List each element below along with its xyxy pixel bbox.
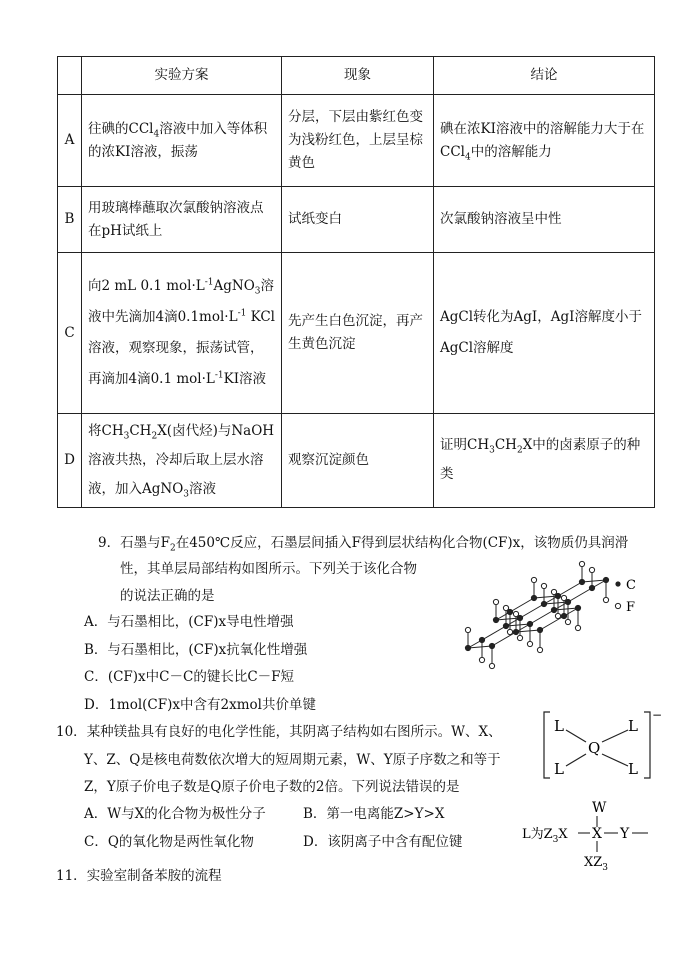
- table-row: [58, 187, 655, 253]
- q10-option-b: B．第一电离能Z>Y>X: [303, 806, 445, 822]
- header-plan: 实验方案: [82, 57, 282, 95]
- carbon-atom: [503, 623, 508, 628]
- carbon-atom: [589, 585, 594, 590]
- phenomenon-cell: 分层，下层由紫红色变为浅粉红色，上层呈棕黄色: [282, 95, 434, 187]
- fluorine-atom: [479, 657, 484, 662]
- fluorine-atom: [507, 629, 512, 634]
- fluorine-atom: [603, 597, 608, 602]
- plan-cell: 将$CH_3CH_2X$(卤代烃)与NaOH溶液共热，冷却后取上层水溶液，加入AgNO$_3$溶液: [82, 413, 282, 507]
- q9-option-d: D．1mol(CF)x中含有2xmol共价单键: [84, 697, 316, 713]
- q10-stem-line-3: Z，Y原子价电子数是Q原子价电子数的2倍。下列说法错误的是: [84, 779, 460, 795]
- header-conclusion: 结论: [434, 57, 655, 95]
- carbon-atom: [527, 621, 532, 626]
- table-header-row: [58, 57, 655, 95]
- ligand-top-right: L: [628, 717, 638, 735]
- carbon-atom: [465, 645, 470, 650]
- left-bracket: [544, 712, 550, 778]
- q11-stem: [56, 866, 222, 886]
- q10-option-a: A．W与X的化合物为极性分子: [84, 806, 266, 822]
- table-row: [58, 253, 655, 413]
- fluorine-atom: [489, 663, 494, 668]
- legend-c-label: C: [626, 578, 636, 593]
- fluorine-atom: [531, 577, 536, 582]
- fluorine-atom: [493, 599, 498, 604]
- carbon-atom: [517, 615, 522, 620]
- q9-stem-line-3: 的说法正确的是: [120, 588, 215, 604]
- carbon-atom: [507, 609, 512, 614]
- conclusion-cell: 次氯酸钠溶液呈中性: [434, 187, 655, 253]
- q9-option-c: C．(CF)x中C－C的键长比C－F短: [84, 669, 295, 685]
- ligand-def-prefix: L为$Z_3X$: [522, 827, 568, 845]
- fluorine-atom: [517, 635, 522, 640]
- q9-option-a: A．与石墨相比，(CF)x导电性增强: [84, 614, 294, 630]
- q10-stem-1: 某种镁盐具有良好的电化学性能，其阴离子结构如右图所示。W、X、: [86, 724, 502, 740]
- carbon-atom: [579, 579, 584, 584]
- carbon-atom: [561, 613, 566, 618]
- cf-structure-figure: [438, 560, 658, 690]
- header-phenomenon: 现象: [282, 57, 434, 95]
- experiment-table: [57, 56, 655, 508]
- q9-stem-line-1: 9．石墨与$F_2$在450℃反应，石墨层间插入F得到层状结构化合物(CF)x，该物质仍具润滑: [98, 535, 629, 554]
- q9-number: 9．: [98, 535, 121, 551]
- table-row: [58, 95, 655, 187]
- carbon-atom: [537, 627, 542, 632]
- fluorine-atom: [575, 625, 580, 630]
- q9-option-b: B．与石墨相比，(CF)x抗氧化性增强: [84, 642, 308, 658]
- carbon-atom: [479, 637, 484, 642]
- q10-option-c: C．Q的氧化物是两性氧化物: [84, 834, 254, 850]
- fluorine-atom: [565, 619, 570, 624]
- q11-text: 实验室制备苯胺的流程: [86, 868, 222, 884]
- carbon-atom: [531, 595, 536, 600]
- carbon-atom: [541, 601, 546, 606]
- fluorine-atom: [541, 583, 546, 588]
- legend-f-dot: [615, 603, 620, 608]
- cf-atoms: [465, 561, 608, 668]
- row-label: C: [58, 253, 82, 413]
- ligand-x: X: [592, 826, 602, 842]
- ligand-bottom-left: L: [554, 760, 564, 778]
- center-atom: Q: [588, 739, 601, 757]
- row-label: D: [58, 413, 82, 507]
- carbon-atom: [489, 643, 494, 648]
- ligand-definition-diagram: [520, 796, 670, 874]
- row-label: A: [58, 95, 82, 187]
- carbon-atom: [513, 629, 518, 634]
- phenomenon-cell: 先产生白色沉淀，再产生黄色沉淀: [282, 253, 434, 413]
- ligand-top-left: L: [554, 717, 564, 735]
- phenomenon-cell: 观察沉淀颜色: [282, 413, 434, 507]
- table-row: [58, 413, 655, 507]
- header-blank: [58, 57, 82, 95]
- ligand-bottom-right: L: [628, 760, 638, 778]
- fluorine-atom: [589, 567, 594, 572]
- ligand-bottom-group: $XZ_3$: [584, 855, 609, 873]
- q10-number: 10．: [56, 724, 87, 740]
- q11-number: 11．: [56, 868, 87, 884]
- plan-cell: 向2 mL 0.1 $mol\cdot L^{-1}AgNO_3$溶液中先滴加4滴$0.1mol\cdot L^{-1}$ KCl溶液，观察现象，振荡试管，再滴加4滴0.1 $mol\cdot L^{-1}KI$溶液: [82, 253, 282, 413]
- conclusion-cell: AgCl转化为AgI，AgI溶解度小于AgCl溶解度: [434, 253, 655, 413]
- carbon-atom: [555, 593, 560, 598]
- carbon-atom: [603, 577, 608, 582]
- carbon-atom: [551, 607, 556, 612]
- q10-stem-line-2: Y、Z、Q是核电荷数依次增大的短周期元素，W、Y原子序数之和等于: [84, 752, 501, 768]
- ligand-w: W: [592, 800, 607, 816]
- plan-cell: 往碘的CCl$_4$溶液中加入等体积的浓KI溶液，振荡: [82, 95, 282, 187]
- anion-structure-diagram: [540, 708, 663, 784]
- q9-stem-line-2: 性，其单层局部结构如图所示。下列关于该化合物: [120, 561, 417, 577]
- q10-stem-line-1: [56, 722, 502, 742]
- legend-f-label: F: [626, 600, 636, 615]
- conclusion-cell: 碘在浓KI溶液中的溶解能力大于在CCl$_4$中的溶解能力: [434, 95, 655, 187]
- fluorine-atom: [465, 627, 470, 632]
- ligand-y: Y: [620, 826, 630, 842]
- right-bracket: [644, 712, 650, 778]
- fluorine-atom: [555, 613, 560, 618]
- anion-charge: −: [652, 708, 663, 722]
- fluorine-atom: [537, 647, 542, 652]
- q10-option-d: D．该阴离子中含有配位键: [303, 834, 463, 850]
- carbon-atom: [575, 605, 580, 610]
- plan-cell: 用玻璃棒蘸取次氯酸钠溶液点在pH试纸上: [82, 187, 282, 253]
- legend-c-dot: [615, 581, 620, 586]
- fluorine-atom: [579, 561, 584, 566]
- phenomenon-cell: 试纸变白: [282, 187, 434, 253]
- carbon-atom: [493, 617, 498, 622]
- conclusion-cell: 证明$CH_3CH_2X$中的卤素原子的种类: [434, 413, 655, 507]
- carbon-atom: [565, 599, 570, 604]
- fluorine-atom: [527, 641, 532, 646]
- row-label: B: [58, 187, 82, 253]
